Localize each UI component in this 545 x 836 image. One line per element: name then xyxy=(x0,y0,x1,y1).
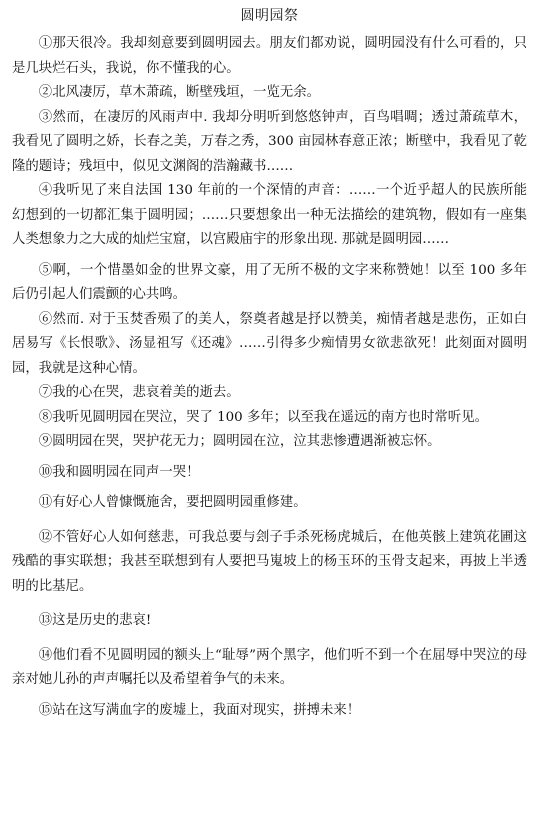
paragraph-14: ⑭他们看不见圆明园的额头上“耻辱”两个黑字，他们听不到一个在屈辱中哭泣的母亲对她儿孙的声声嘱托以及希望着争气的未来。 xyxy=(12,647,527,687)
paragraph-5: ⑤啊，一个惜墨如金的世界文豪，用了无所不极的文字来称赞她！以至 100 多年后仍引起人们震颤的心共鸣。 xyxy=(12,262,527,302)
paragraph-2: ②北风凄厉，草木萧疏，断壁残垣，一览无余。 xyxy=(38,85,320,100)
paragraph-4: ④我听见了来自法国 130 年前的一个深情的声音：……一个近乎超人的民族所能幻想到的一切都汇集于圆明园；……只要想象出一种无法描绘的建筑物，假如有一座集人类想象力之大成的灿烂宝窟，以宫殿庙宇的形象出现. 那就是圆明园…… xyxy=(12,183,527,247)
paragraph-12: ⑫不管好心人如何慈悲，可我总要与刽子手杀死杨虎城后，在他英骸上建筑花圃这残酷的事实联想；我甚至联想到有人要把马嵬坡上的杨玉环的玉骨支起来，再披上半透明的比基尼。 xyxy=(12,529,527,594)
paragraph-1: ①那天很冷。我却刻意要到圆明园去。朋友们都劝说，圆明园没有什么可看的，只是几块烂石头，我说，你不懂我的心。 xyxy=(12,36,527,76)
paragraph-13: ⑬这是历史的悲哀! xyxy=(38,613,152,628)
paragraph-9: ⑨圆明园在哭，哭护花无力；圆明园在泣，泣其悲惨遭遇渐被忘怀。 xyxy=(38,434,441,449)
paragraph-10: ⑩我和圆明园在同声一哭！ xyxy=(38,464,200,480)
paragraph-15: ⑮站在这写满血字的废墟上，我面对现实，拼搏未来！ xyxy=(38,702,361,718)
paragraph-11: ⑪有好心人曾慷慨施舍，要把圆明园重修建。 xyxy=(38,495,307,510)
paragraph-7: ⑦我的心在哭，悲哀着美的逝去。 xyxy=(38,385,240,400)
document-title: 圆明园祭 xyxy=(240,8,299,24)
paragraph-6: ⑥然而. 对于玉焚香殒了的美人，祭奠者越是抒以赞美，痴情者越是悲伤，正如白居易写《长恨歌》、汤显祖写《还魂》……引得多少痴情男女欲悲欲死！此刻面对圆明园，我就是这种心情。 xyxy=(12,311,527,376)
paragraph-3: ③然而，在凄厉的风雨声中. 我却分明听到悠悠钟声，百鸟唱啁；透过萧疏草木，我看见了圆明之娇，长春之美，万春之秀，300 亩园林春意正浓；断壁中，我看见了乾隆的题诗；残垣中，似见文渊阁的浩瀚藏书…… xyxy=(12,109,527,174)
paragraph-8: ⑧我听见圆明园在哭泣，哭了 100 多年；以至我在遥远的南方也时常听见。 xyxy=(38,409,488,425)
